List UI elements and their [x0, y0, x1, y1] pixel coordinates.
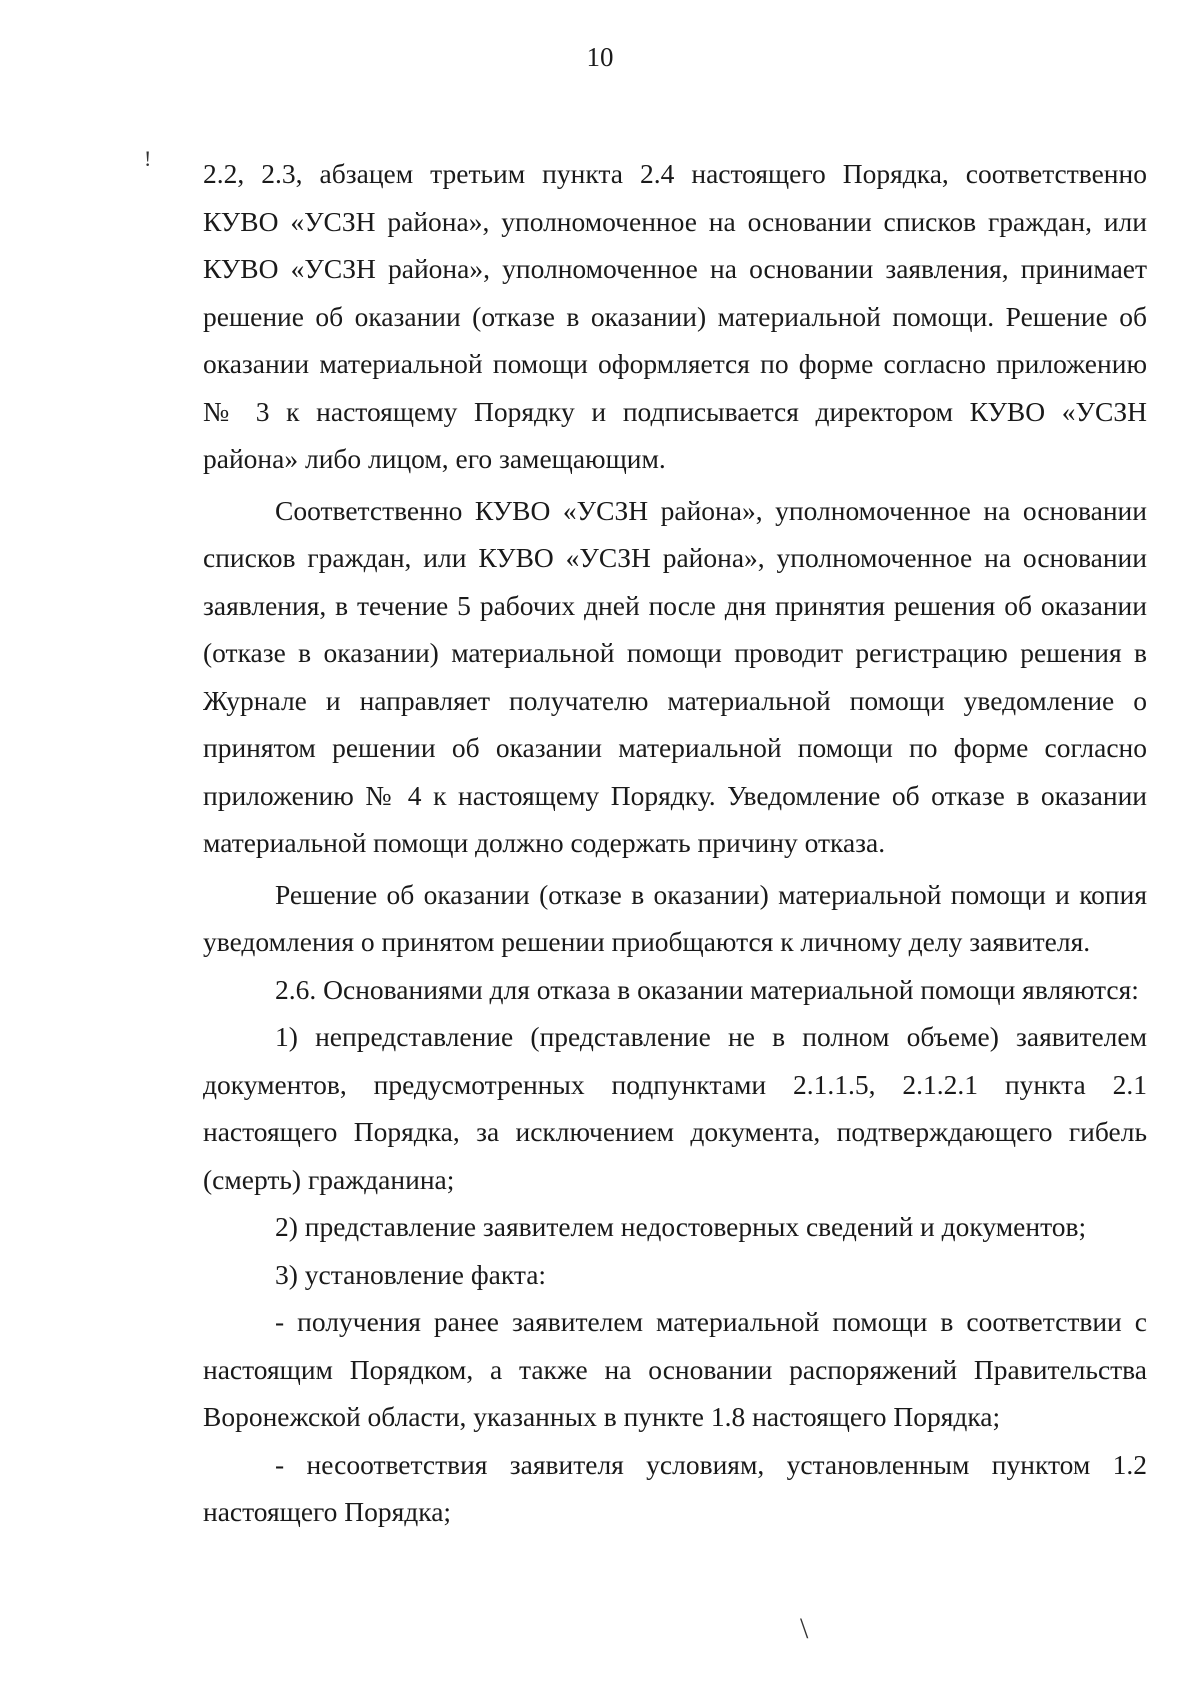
list-subitem-previous-aid: - получения ранее заявителем материальной помощи в соответствии с настоящим Порядком, а также на основании распоряжений Правительства Воронежской области, указанных в пункте 1.8 настоящего Порядка; [203, 1306, 1147, 1432]
paragraph-decision: 2.2, 2.3, абзацем третьим пункта 2.4 настоящего Порядка, соответственно КУВО «УСЗН района», уполномоченное на основании списков граждан, или КУВО «УСЗН района», уполномоченное на основании заявления, принимает решение об оказании (отказе в оказании) материальной помощи. Решение об оказании материальной помощи оформляется по форме согласно приложению № 3 к настоящему Порядку и подписывается директором КУВО «УСЗН района» либо лицом, его замещающим. [203, 158, 1147, 474]
paragraph-registration: Соответственно КУВО «УСЗН района», уполномоченное на основании списков граждан, или КУВО «УСЗН района», уполномоченное на основании заявления, в течение 5 рабочих дней после дня принятия решения об оказании (отказе в оказании) материальной помощи проводит регистрацию решения в Журнале и направляет получателю материальной помощи уведомление о принятом решении об оказании материальной помощи по форме согласно приложению № 4 к настоящему Порядку. Уведомление об отказе в оказании материальной помощи должно содержать причину отказа. [203, 494, 1147, 858]
document-body [203, 150, 1147, 1536]
list-item-3: 3) установление факта: [275, 1258, 547, 1290]
page-number: 10 [586, 42, 614, 72]
margin-mark-top: ! [144, 146, 152, 171]
list-item-1: 1) непредставление (представление не в полном объеме) заявителем документов, предусмотренных подпунктами 2.1.1.5, 2.1.2.1 пункта 2.1 настоящего Порядка, за исключением документа, подтверждающего гибель (смерть) гражданина; [203, 1021, 1147, 1195]
margin-mark-bottom: \ [800, 1612, 809, 1645]
paragraph-attachment: Решение об оказании (отказе в оказании) материальной помощи и копия уведомления о принятом решении приобщаются к личному делу заявителя. [203, 878, 1147, 957]
list-subitem-noncompliance: - несоответствия заявителя условиям, установленным пунктом 1.2 настоящего Порядка; [203, 1448, 1147, 1527]
paragraph-2-6-heading: 2.6. Основаниями для отказа в оказании материальной помощи являются: [275, 973, 1139, 1005]
list-item-2: 2) представление заявителем недостоверных сведений и документов; [275, 1211, 1087, 1242]
